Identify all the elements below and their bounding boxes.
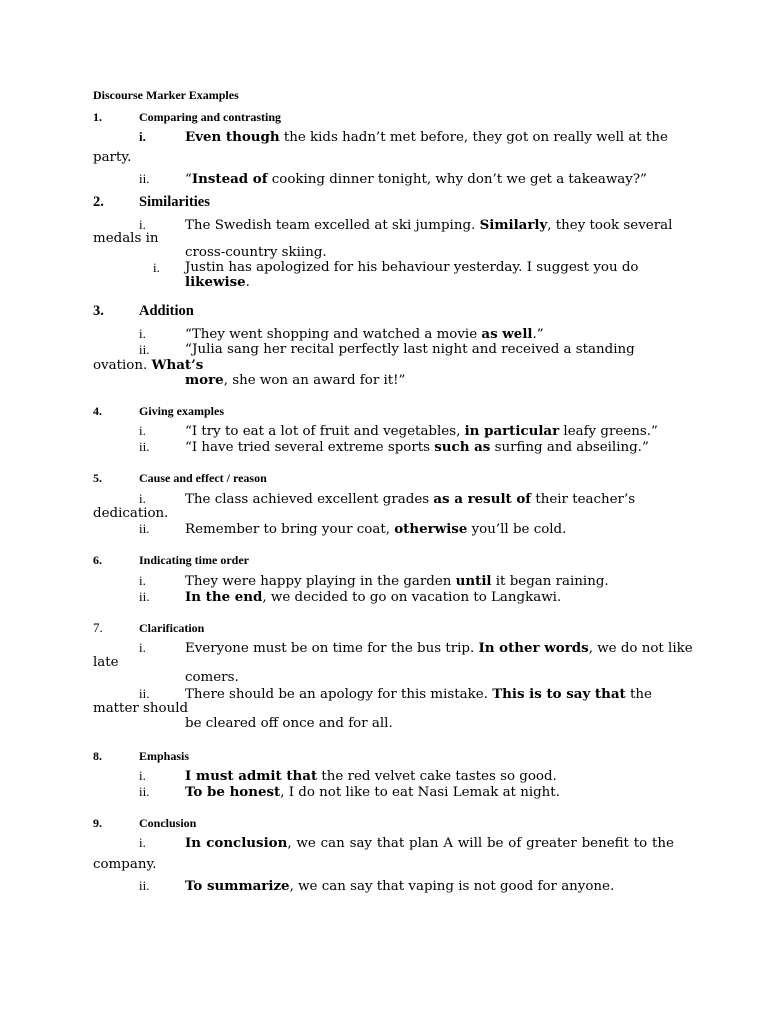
item-number: i. — [139, 573, 146, 588]
section-heading: Similarities — [139, 194, 210, 210]
section-heading: Addition — [139, 303, 194, 319]
section-heading: Cause and effect / reason — [139, 471, 267, 485]
section-heading: Giving examples — [139, 404, 225, 418]
list-item: Remember to bring your coat, otherwise you’ll be cold. — [185, 521, 567, 537]
list-item: To summarize, we can say that vaping is not good for anyone. — [185, 878, 615, 894]
list-item: The Swedish team excelled at ski jumping. Similarly, they took several — [185, 217, 673, 233]
item-number: i. — [139, 835, 146, 850]
section-number: 4. — [93, 404, 102, 418]
discourse-marker: This is to say that — [492, 686, 626, 702]
discourse-marker: such as — [434, 439, 491, 455]
section-number: 5. — [93, 471, 102, 485]
list-item: Everyone must be on time for the bus trip. In other words, we do not like — [185, 640, 693, 656]
list-item: “They went shopping and watched a movie as well.” — [185, 326, 544, 342]
list-item-continuation: cross-country skiing. — [185, 245, 327, 260]
section-heading: Clarification — [139, 621, 205, 635]
discourse-marker: more — [185, 372, 224, 388]
discourse-marker: To summarize — [185, 878, 290, 894]
section-heading: Indicating time order — [139, 553, 249, 567]
discourse-marker: likewise — [185, 274, 246, 290]
item-number: ii. — [139, 878, 150, 893]
list-item-continuation: medals in — [93, 231, 159, 246]
section-number: 8. — [93, 749, 102, 763]
discourse-marker: Instead of — [191, 171, 268, 187]
document-title: Discourse Marker Examples — [93, 88, 239, 102]
discourse-marker: Similarly — [479, 217, 548, 233]
list-item-continuation: late — [93, 655, 119, 670]
discourse-marker: What’s — [151, 357, 204, 373]
item-number: ii. — [139, 521, 150, 536]
item-number: ii. — [139, 171, 150, 186]
list-item: In conclusion, we can say that plan A will be of greater benefit to the — [185, 835, 674, 851]
discourse-marker: In the end — [185, 589, 263, 605]
section-number: 2. — [93, 194, 104, 210]
item-number: i. — [139, 768, 146, 783]
list-item: There should be an apology for this mistake. This is to say that the — [185, 686, 652, 702]
list-item: The class achieved excellent grades as a result of their teacher’s — [185, 491, 636, 507]
item-number: i. — [139, 326, 146, 341]
list-item: Justin has apologized for his behaviour yesterday. I suggest you do — [185, 260, 639, 275]
discourse-marker: otherwise — [394, 521, 468, 537]
list-item: Even though the kids hadn’t met before, they got on really well at the — [185, 129, 668, 145]
item-number: ii. — [139, 784, 150, 799]
list-item: “Instead of cooking dinner tonight, why don’t we get a takeaway?” — [185, 171, 647, 187]
list-item-continuation: company. — [93, 857, 157, 872]
item-number: ii. — [139, 686, 150, 701]
section-heading: Emphasis — [139, 749, 190, 763]
section-number: 6. — [93, 553, 102, 567]
section-heading: Conclusion — [139, 816, 197, 830]
discourse-marker: in particular — [464, 423, 560, 439]
list-item: “I try to eat a lot of fruit and vegetables, in particular leafy greens.” — [185, 423, 658, 439]
item-number: ii. — [139, 342, 150, 357]
item-number: i. — [139, 640, 146, 655]
section-heading: Comparing and contrasting — [139, 110, 282, 124]
item-number: i. — [153, 260, 160, 275]
list-item: To be honest, I do not like to eat Nasi Lemak at night. — [185, 784, 560, 800]
discourse-marker: as well — [481, 326, 533, 342]
list-item-continuation: ovation. What’s — [93, 357, 204, 373]
list-item-continuation: likewise. — [185, 274, 250, 290]
section-number: 1. — [93, 110, 102, 124]
list-item: I must admit that the red velvet cake tastes so good. — [185, 768, 557, 784]
list-item: “I have tried several extreme sports such as surfing and abseiling.” — [185, 439, 649, 455]
discourse-marker: as a result of — [433, 491, 532, 507]
discourse-marker: In conclusion — [185, 835, 288, 851]
discourse-marker: Even though — [185, 129, 280, 145]
list-item-continuation: matter should — [93, 701, 189, 716]
item-number: i. — [139, 217, 146, 232]
list-item-continuation: party. — [93, 150, 132, 165]
discourse-marker: I must admit that — [185, 768, 318, 784]
list-item: In the end, we decided to go on vacation to Langkawi. — [185, 589, 562, 605]
item-number: i. — [139, 129, 146, 144]
section-number: 3. — [93, 303, 104, 319]
list-item: They were happy playing in the garden until it began raining. — [185, 573, 609, 589]
discourse-marker: In other words — [478, 640, 589, 656]
item-number: i. — [139, 423, 146, 438]
section-number: 7. — [93, 620, 103, 635]
list-item: “Julia sang her recital perfectly last night and received a standing — [185, 342, 635, 357]
item-number: ii. — [139, 439, 150, 454]
list-item-continuation: more, she won an award for it!” — [185, 372, 406, 388]
discourse-marker: To be honest — [185, 784, 281, 800]
item-number: ii. — [139, 589, 150, 604]
list-item-continuation: be cleared off once and for all. — [185, 716, 393, 731]
list-item-continuation: comers. — [185, 670, 239, 685]
list-item-continuation: dedication. — [93, 506, 169, 521]
discourse-marker: until — [455, 573, 492, 589]
item-number: i. — [139, 491, 146, 506]
section-number: 9. — [93, 816, 102, 830]
